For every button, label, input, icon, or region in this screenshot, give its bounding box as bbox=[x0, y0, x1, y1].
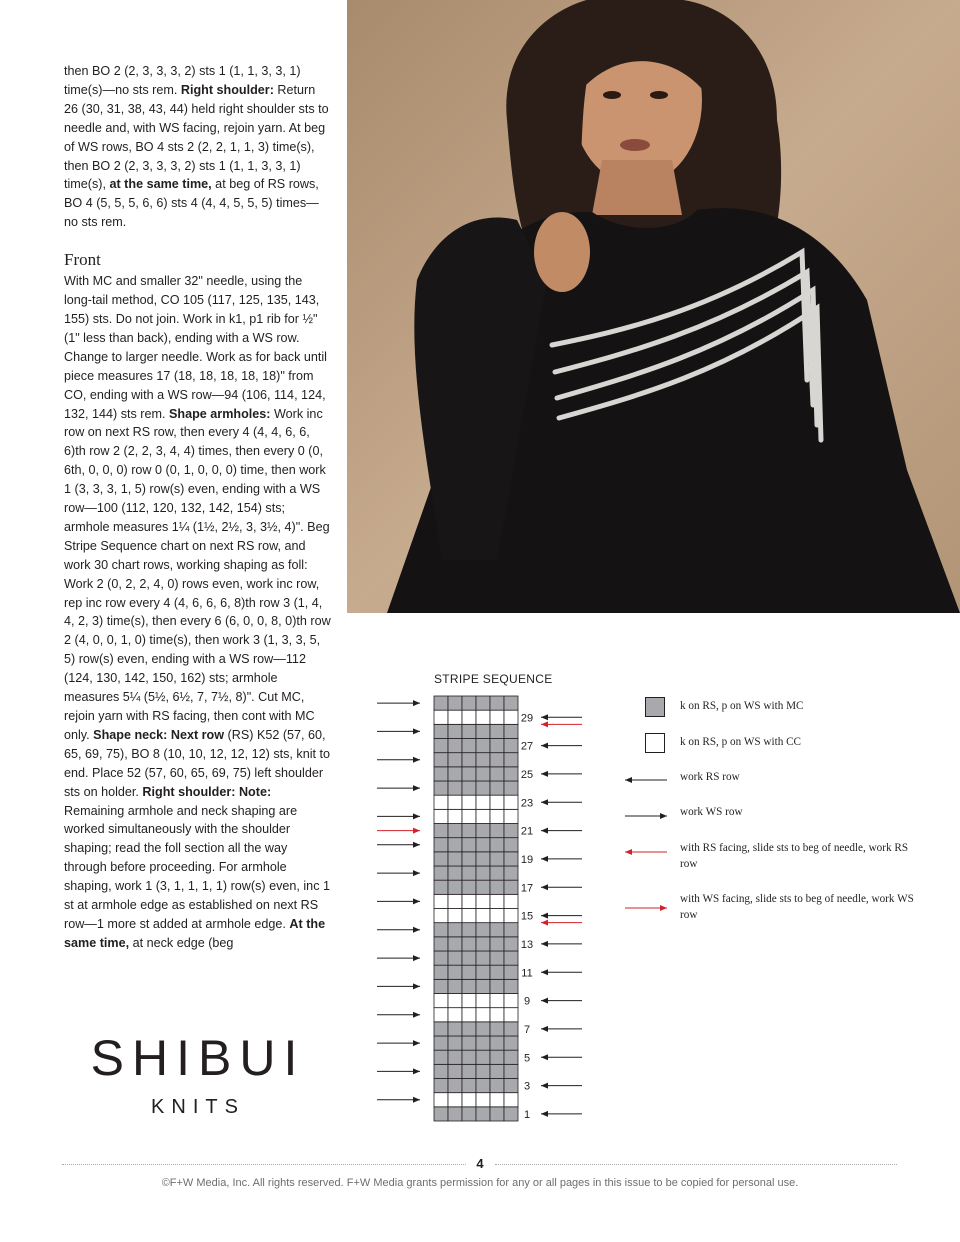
pattern-text: Work inc row on next RS row, then every 4 (4, 4, 6, 6, 6)th row 2 (2, 2, 3, 4, 4) times, then every 0 (0, 6th, 0, 0, 0) row 0 (0, 1, 0, 0, 0) time, then work 1 (3, 3, 3, 1, 5) row(s) even, ending with a WS row—100 (112, 120, 132, 142, 154) sts; armhole measures 1¼ (1½, 2½, 3, 3½, 4)". Beg Stripe Sequence chart on next RS row, and work 30 chart rows, working shaping as foll: Work 2 (0, 2, 2, 4, 0) rows even, work inc row, rep inc row every 4 (4, 6, 6, 6, 8)th row 3 (1, 4, 4, 2, 3) time(s), then every 6 (6, 0, 0, 8, 0)th row 2 (4, 0, 0, 1, 0) time(s), then work 3 (1, 3, 3, 5, 5) row(s) even, ending with a WS row—112 (124, 130, 142, 150, 162) sts; armhole measures 5¼ (5½, 6½, 7, 7½, 8)". Cut MC, rejoin yarn with RS facing, then cont with MC only. bbox=[64, 406, 331, 742]
legend-label-cc: k on RS, p on WS with CC bbox=[680, 736, 802, 748]
chart-cell-mc bbox=[504, 1107, 518, 1121]
legend-label-ws-slide: with WS facing, slide sts to beg of needle, work WS row bbox=[680, 893, 914, 921]
chart-cell-mc bbox=[504, 1079, 518, 1093]
chart-cell-mc bbox=[462, 753, 476, 767]
chart-cell-mc bbox=[490, 1064, 504, 1078]
pattern-text-column bbox=[64, 62, 332, 953]
chart-cell-mc bbox=[448, 880, 462, 894]
chart-cell-cc bbox=[462, 1008, 476, 1022]
chart-cell-cc bbox=[504, 994, 518, 1008]
chart-cell-cc bbox=[504, 894, 518, 908]
pattern-subheading: Shape neck: Next row bbox=[93, 727, 225, 742]
chart-cell-mc bbox=[462, 937, 476, 951]
chart-cell-mc bbox=[490, 923, 504, 937]
chart-cell-mc bbox=[476, 880, 490, 894]
chart-cell-mc bbox=[504, 979, 518, 993]
chart-title: STRIPE SEQUENCE bbox=[434, 672, 553, 686]
chart-cell-mc bbox=[476, 937, 490, 951]
pattern-subheading: Shape armholes: bbox=[169, 406, 271, 421]
chart-cell-mc bbox=[476, 1107, 490, 1121]
chart-cell-mc bbox=[434, 838, 448, 852]
chart-cell-mc bbox=[462, 1036, 476, 1050]
chart-cell-mc bbox=[434, 739, 448, 753]
chart-cell-cc bbox=[448, 1093, 462, 1107]
chart-cell-mc bbox=[434, 1064, 448, 1078]
chart-cell-cc bbox=[462, 710, 476, 724]
chart-cell-mc bbox=[462, 951, 476, 965]
chart-cell-cc bbox=[476, 1008, 490, 1022]
chart-cell-mc bbox=[504, 767, 518, 781]
legend-label-rs-row: work RS row bbox=[680, 771, 740, 783]
chart-cell-mc bbox=[476, 838, 490, 852]
chart-cell-cc bbox=[490, 909, 504, 923]
chart-cell-mc bbox=[448, 1022, 462, 1036]
chart-cell-mc bbox=[504, 1036, 518, 1050]
chart-cell-cc bbox=[462, 795, 476, 809]
model-illustration bbox=[347, 0, 960, 613]
chart-cell-mc bbox=[476, 923, 490, 937]
chart-cell-mc bbox=[490, 767, 504, 781]
chart-cell-mc bbox=[504, 753, 518, 767]
chart-row-label: 17 bbox=[520, 882, 534, 895]
pattern-subheading: Right shoulder: bbox=[180, 82, 274, 97]
chart-cell-mc bbox=[490, 838, 504, 852]
chart-cell-mc bbox=[448, 824, 462, 838]
chart-cell-cc bbox=[476, 894, 490, 908]
chart-cell-cc bbox=[476, 1093, 490, 1107]
chart-cell-mc bbox=[462, 724, 476, 738]
pattern-text: at beg of RS rows, BO 4 (5, 5, 5, 6, 6) sts 4 (4, 4, 5, 5, 5) times—no sts rem. bbox=[64, 177, 319, 230]
chart-cell-mc bbox=[504, 781, 518, 795]
chart-cell-cc bbox=[434, 1093, 448, 1107]
chart-cell-mc bbox=[476, 739, 490, 753]
chart-cell-mc bbox=[504, 965, 518, 979]
chart-cell-mc bbox=[504, 1064, 518, 1078]
chart-cell-cc bbox=[504, 809, 518, 823]
pattern-subheading: At the same time, bbox=[64, 916, 326, 950]
chart-row-label: 3 bbox=[523, 1080, 531, 1093]
chart-cell-mc bbox=[504, 866, 518, 880]
pattern-subheading: Right shoulder: Note: bbox=[142, 784, 272, 799]
chart-cell-mc bbox=[448, 781, 462, 795]
chart-cell-mc bbox=[476, 1079, 490, 1093]
chart-cell-cc bbox=[504, 795, 518, 809]
chart-cell-mc bbox=[462, 1022, 476, 1036]
chart-cell-mc bbox=[448, 1107, 462, 1121]
chart-cell-mc bbox=[476, 1036, 490, 1050]
pattern-text: at neck edge (beg bbox=[129, 935, 234, 950]
chart-cell-mc bbox=[448, 739, 462, 753]
chart-cell-cc bbox=[504, 909, 518, 923]
chart-cell-mc bbox=[462, 965, 476, 979]
chart-cell-mc bbox=[490, 824, 504, 838]
chart-cell-mc bbox=[504, 880, 518, 894]
chart-cell-mc bbox=[462, 979, 476, 993]
chart-cell-mc bbox=[490, 1022, 504, 1036]
chart-cell-mc bbox=[476, 866, 490, 880]
chart-cell-mc bbox=[448, 1050, 462, 1064]
chart-cell-mc bbox=[448, 696, 462, 710]
chart-cell-mc bbox=[504, 838, 518, 852]
chart-cell-cc bbox=[504, 710, 518, 724]
chart-cell-mc bbox=[490, 965, 504, 979]
chart-row-label: 7 bbox=[523, 1023, 531, 1036]
chart-cell-mc bbox=[434, 767, 448, 781]
chart-cell-mc bbox=[490, 951, 504, 965]
chart-cell-mc bbox=[462, 866, 476, 880]
chart-cell-cc bbox=[504, 1008, 518, 1022]
chart-cell-cc bbox=[490, 809, 504, 823]
pattern-text: Return 26 (30, 31, 38, 43, 44) held right shoulder sts to needle and, with WS facing, rejoin yarn. At beg of WS rows, BO 4 sts 2 (2, 2, 1, 1, 3) time(s), then BO 2 (2, 3, 3, 3, 2) sts 1 (1, 1, 3, 3, 1) time(s), bbox=[64, 82, 329, 192]
chart-cell-mc bbox=[448, 852, 462, 866]
chart-cell-cc bbox=[448, 710, 462, 724]
chart-cell-mc bbox=[476, 852, 490, 866]
chart-cell-mc bbox=[490, 1079, 504, 1093]
chart-cell-mc bbox=[490, 724, 504, 738]
chart-cell-mc bbox=[434, 923, 448, 937]
chart-cell-mc bbox=[448, 951, 462, 965]
chart-row-label: 13 bbox=[520, 938, 534, 951]
chart-cell-mc bbox=[448, 979, 462, 993]
chart-cell-cc bbox=[490, 710, 504, 724]
chart-cell-mc bbox=[476, 753, 490, 767]
chart-cell-mc bbox=[490, 937, 504, 951]
pattern-text: With MC and smaller 32" needle, using the long-tail method, CO 105 (117, 125, 135, 143, 155) sts. Do not join. Work in k1, p1 rib for ½" (1" less than back), ending with a WS row. Change to larger needle. Work as for back until piece measures 17 (18, 18, 18, 18, 18)" from CO, ending with a WS row—94 (106, 114, 124, 132, 144) sts rem. bbox=[64, 274, 327, 421]
chart-cell-mc bbox=[476, 951, 490, 965]
chart-row-label: 27 bbox=[520, 740, 534, 753]
chart-cell-cc bbox=[476, 809, 490, 823]
chart-row-label: 5 bbox=[523, 1052, 531, 1065]
chart-row-label: 29 bbox=[520, 712, 534, 725]
logo-wordmark: SHIBUI bbox=[90, 1030, 306, 1086]
chart-cell-mc bbox=[434, 951, 448, 965]
chart-cell-cc bbox=[434, 809, 448, 823]
chart-cell-cc bbox=[448, 795, 462, 809]
chart-cell-mc bbox=[490, 1036, 504, 1050]
chart-cell-cc bbox=[462, 909, 476, 923]
chart-cell-mc bbox=[504, 724, 518, 738]
chart-row-label: 9 bbox=[523, 995, 531, 1008]
chart-cell-cc bbox=[462, 994, 476, 1008]
chart-cell-mc bbox=[490, 781, 504, 795]
chart-cell-mc bbox=[490, 880, 504, 894]
chart-cell-mc bbox=[448, 724, 462, 738]
chart-cell-mc bbox=[448, 923, 462, 937]
chart-cell-mc bbox=[434, 824, 448, 838]
chart-cell-mc bbox=[448, 1064, 462, 1078]
copyright-notice: ©F+W Media, Inc. All rights reserved. F+W Media grants permission for any or all pages in this issue to be copied for personal use. bbox=[161, 1177, 799, 1189]
chart-cell-mc bbox=[462, 1107, 476, 1121]
chart-row-label: 21 bbox=[520, 825, 534, 838]
chart-cell-mc bbox=[504, 696, 518, 710]
chart-cell-mc bbox=[476, 696, 490, 710]
chart-cell-mc bbox=[462, 880, 476, 894]
chart-cell-mc bbox=[462, 739, 476, 753]
chart-cell-mc bbox=[434, 1079, 448, 1093]
chart-cell-mc bbox=[448, 1079, 462, 1093]
chart-cell-cc bbox=[462, 894, 476, 908]
chart-row-label: 23 bbox=[520, 797, 534, 810]
chart-cell-mc bbox=[462, 923, 476, 937]
chart-cell-cc bbox=[434, 795, 448, 809]
chart-cell-cc bbox=[490, 1008, 504, 1022]
chart-cell-mc bbox=[504, 937, 518, 951]
chart-cell-cc bbox=[476, 994, 490, 1008]
chart-row-label: 11 bbox=[521, 967, 533, 980]
chart-cell-cc bbox=[434, 1008, 448, 1022]
chart-cell-cc bbox=[448, 1008, 462, 1022]
chart-cell-mc bbox=[490, 979, 504, 993]
pattern-subheading: at the same time, bbox=[109, 177, 212, 192]
chart-cell-mc bbox=[434, 852, 448, 866]
chart-cell-mc bbox=[504, 1050, 518, 1064]
chart-cell-cc bbox=[476, 795, 490, 809]
chart-row-label: 1 bbox=[523, 1108, 531, 1121]
chart-cell-mc bbox=[476, 1050, 490, 1064]
chart-cell-mc bbox=[462, 781, 476, 795]
pattern-paragraph-shoulder bbox=[64, 62, 332, 232]
chart-cell-mc bbox=[434, 696, 448, 710]
chart-row-label: 19 bbox=[520, 853, 534, 866]
chart-cell-mc bbox=[448, 937, 462, 951]
chart-cell-mc bbox=[476, 724, 490, 738]
chart-cell-cc bbox=[476, 710, 490, 724]
pattern-text: Remaining armhole and neck shaping are worked simultaneously with the shoulder shaping; read the foll section all the way through before proceeding. For armhole shaping, work 1 (3, 1, 1, 1, 1) row(s) even, inc 1 st at armhole edge as established on next RS row—1 more st added at armhole edge. bbox=[64, 803, 330, 931]
legend-label-ws-row: work WS row bbox=[680, 806, 743, 818]
chart-cell-mc bbox=[448, 753, 462, 767]
chart-cell-mc bbox=[434, 1022, 448, 1036]
chart-cell-mc bbox=[476, 781, 490, 795]
chart-cell-mc bbox=[476, 1022, 490, 1036]
chart-cell-mc bbox=[434, 1050, 448, 1064]
shibui-knits-logo bbox=[64, 1030, 332, 1119]
chart-cell-mc bbox=[448, 838, 462, 852]
chart-cell-cc bbox=[504, 1093, 518, 1107]
chart-cell-cc bbox=[448, 809, 462, 823]
chart-cell-mc bbox=[476, 965, 490, 979]
chart-cell-mc bbox=[476, 767, 490, 781]
chart-cell-mc bbox=[462, 1050, 476, 1064]
chart-cell-mc bbox=[462, 838, 476, 852]
pattern-text: then BO 2 (2, 3, 3, 3, 2) sts 1 (1, 1, 3, 3, 1) time(s)—no sts rem. bbox=[64, 64, 301, 97]
chart-cell-mc bbox=[490, 1107, 504, 1121]
chart-cell-cc bbox=[448, 994, 462, 1008]
chart-cell-cc bbox=[434, 994, 448, 1008]
chart-cell-cc bbox=[434, 909, 448, 923]
chart-cell-mc bbox=[448, 866, 462, 880]
chart-cell-mc bbox=[434, 781, 448, 795]
chart-cell-mc bbox=[462, 824, 476, 838]
chart-cell-mc bbox=[490, 866, 504, 880]
chart-cell-mc bbox=[462, 1064, 476, 1078]
chart-cell-mc bbox=[476, 979, 490, 993]
chart-cell-mc bbox=[434, 965, 448, 979]
chart-cell-mc bbox=[504, 739, 518, 753]
chart-cell-cc bbox=[434, 710, 448, 724]
chart-cell-cc bbox=[490, 894, 504, 908]
chart-cell-cc bbox=[490, 1093, 504, 1107]
sweater-model-photo bbox=[347, 0, 960, 613]
chart-cell-mc bbox=[434, 724, 448, 738]
chart-cell-cc bbox=[462, 1093, 476, 1107]
page-number: 4 bbox=[476, 1156, 484, 1171]
legend-label-rs-slide: with RS facing, slide sts to beg of needle, work RS row bbox=[680, 842, 909, 870]
chart-row-label: 15 bbox=[520, 910, 534, 923]
chart-cell-cc bbox=[490, 994, 504, 1008]
chart-cell-mc bbox=[434, 753, 448, 767]
pattern-text: (RS) K52 (57, 60, 65, 69, 75), BO 8 (10, 10, 12, 12, 12) sts, knit to end. Place 52 (57, 60, 65, 69, 75) left shoulder sts on holder. bbox=[64, 727, 331, 799]
legend-label-mc: k on RS, p on WS with MC bbox=[680, 700, 804, 712]
chart-cell-mc bbox=[448, 767, 462, 781]
chart-cell-mc bbox=[490, 852, 504, 866]
chart-cell-cc bbox=[448, 894, 462, 908]
chart-cell-mc bbox=[462, 767, 476, 781]
chart-cell-mc bbox=[462, 852, 476, 866]
pattern-paragraph-front bbox=[64, 272, 332, 953]
logo-subtitle: KNITS bbox=[151, 1096, 245, 1118]
chart-cell-mc bbox=[490, 753, 504, 767]
chart-cell-mc bbox=[434, 979, 448, 993]
chart-cell-cc bbox=[476, 909, 490, 923]
chart-cell-mc bbox=[476, 1064, 490, 1078]
chart-cell-mc bbox=[504, 923, 518, 937]
chart-cell-mc bbox=[448, 1036, 462, 1050]
legend-swatch-cc bbox=[645, 733, 665, 753]
legend-swatch-mc bbox=[645, 697, 665, 717]
chart-cell-cc bbox=[434, 894, 448, 908]
chart-cell-mc bbox=[490, 739, 504, 753]
chart-cell-mc bbox=[448, 965, 462, 979]
chart-cell-mc bbox=[434, 937, 448, 951]
chart-cell-cc bbox=[490, 795, 504, 809]
chart-cell-mc bbox=[462, 696, 476, 710]
chart-cell-mc bbox=[434, 1036, 448, 1050]
chart-cell-mc bbox=[476, 824, 490, 838]
chart-cell-cc bbox=[448, 909, 462, 923]
chart-cell-mc bbox=[504, 951, 518, 965]
chart-cell-mc bbox=[504, 852, 518, 866]
chart-cell-mc bbox=[434, 1107, 448, 1121]
chart-cell-mc bbox=[434, 866, 448, 880]
chart-cell-mc bbox=[504, 824, 518, 838]
chart-cell-mc bbox=[434, 880, 448, 894]
chart-cell-mc bbox=[490, 1050, 504, 1064]
chart-cell-mc bbox=[490, 696, 504, 710]
chart-cell-cc bbox=[462, 809, 476, 823]
section-heading-front: Front bbox=[64, 250, 101, 270]
chart-cell-mc bbox=[504, 1022, 518, 1036]
chart-cell-mc bbox=[462, 1079, 476, 1093]
chart-row-label: 25 bbox=[520, 768, 534, 781]
